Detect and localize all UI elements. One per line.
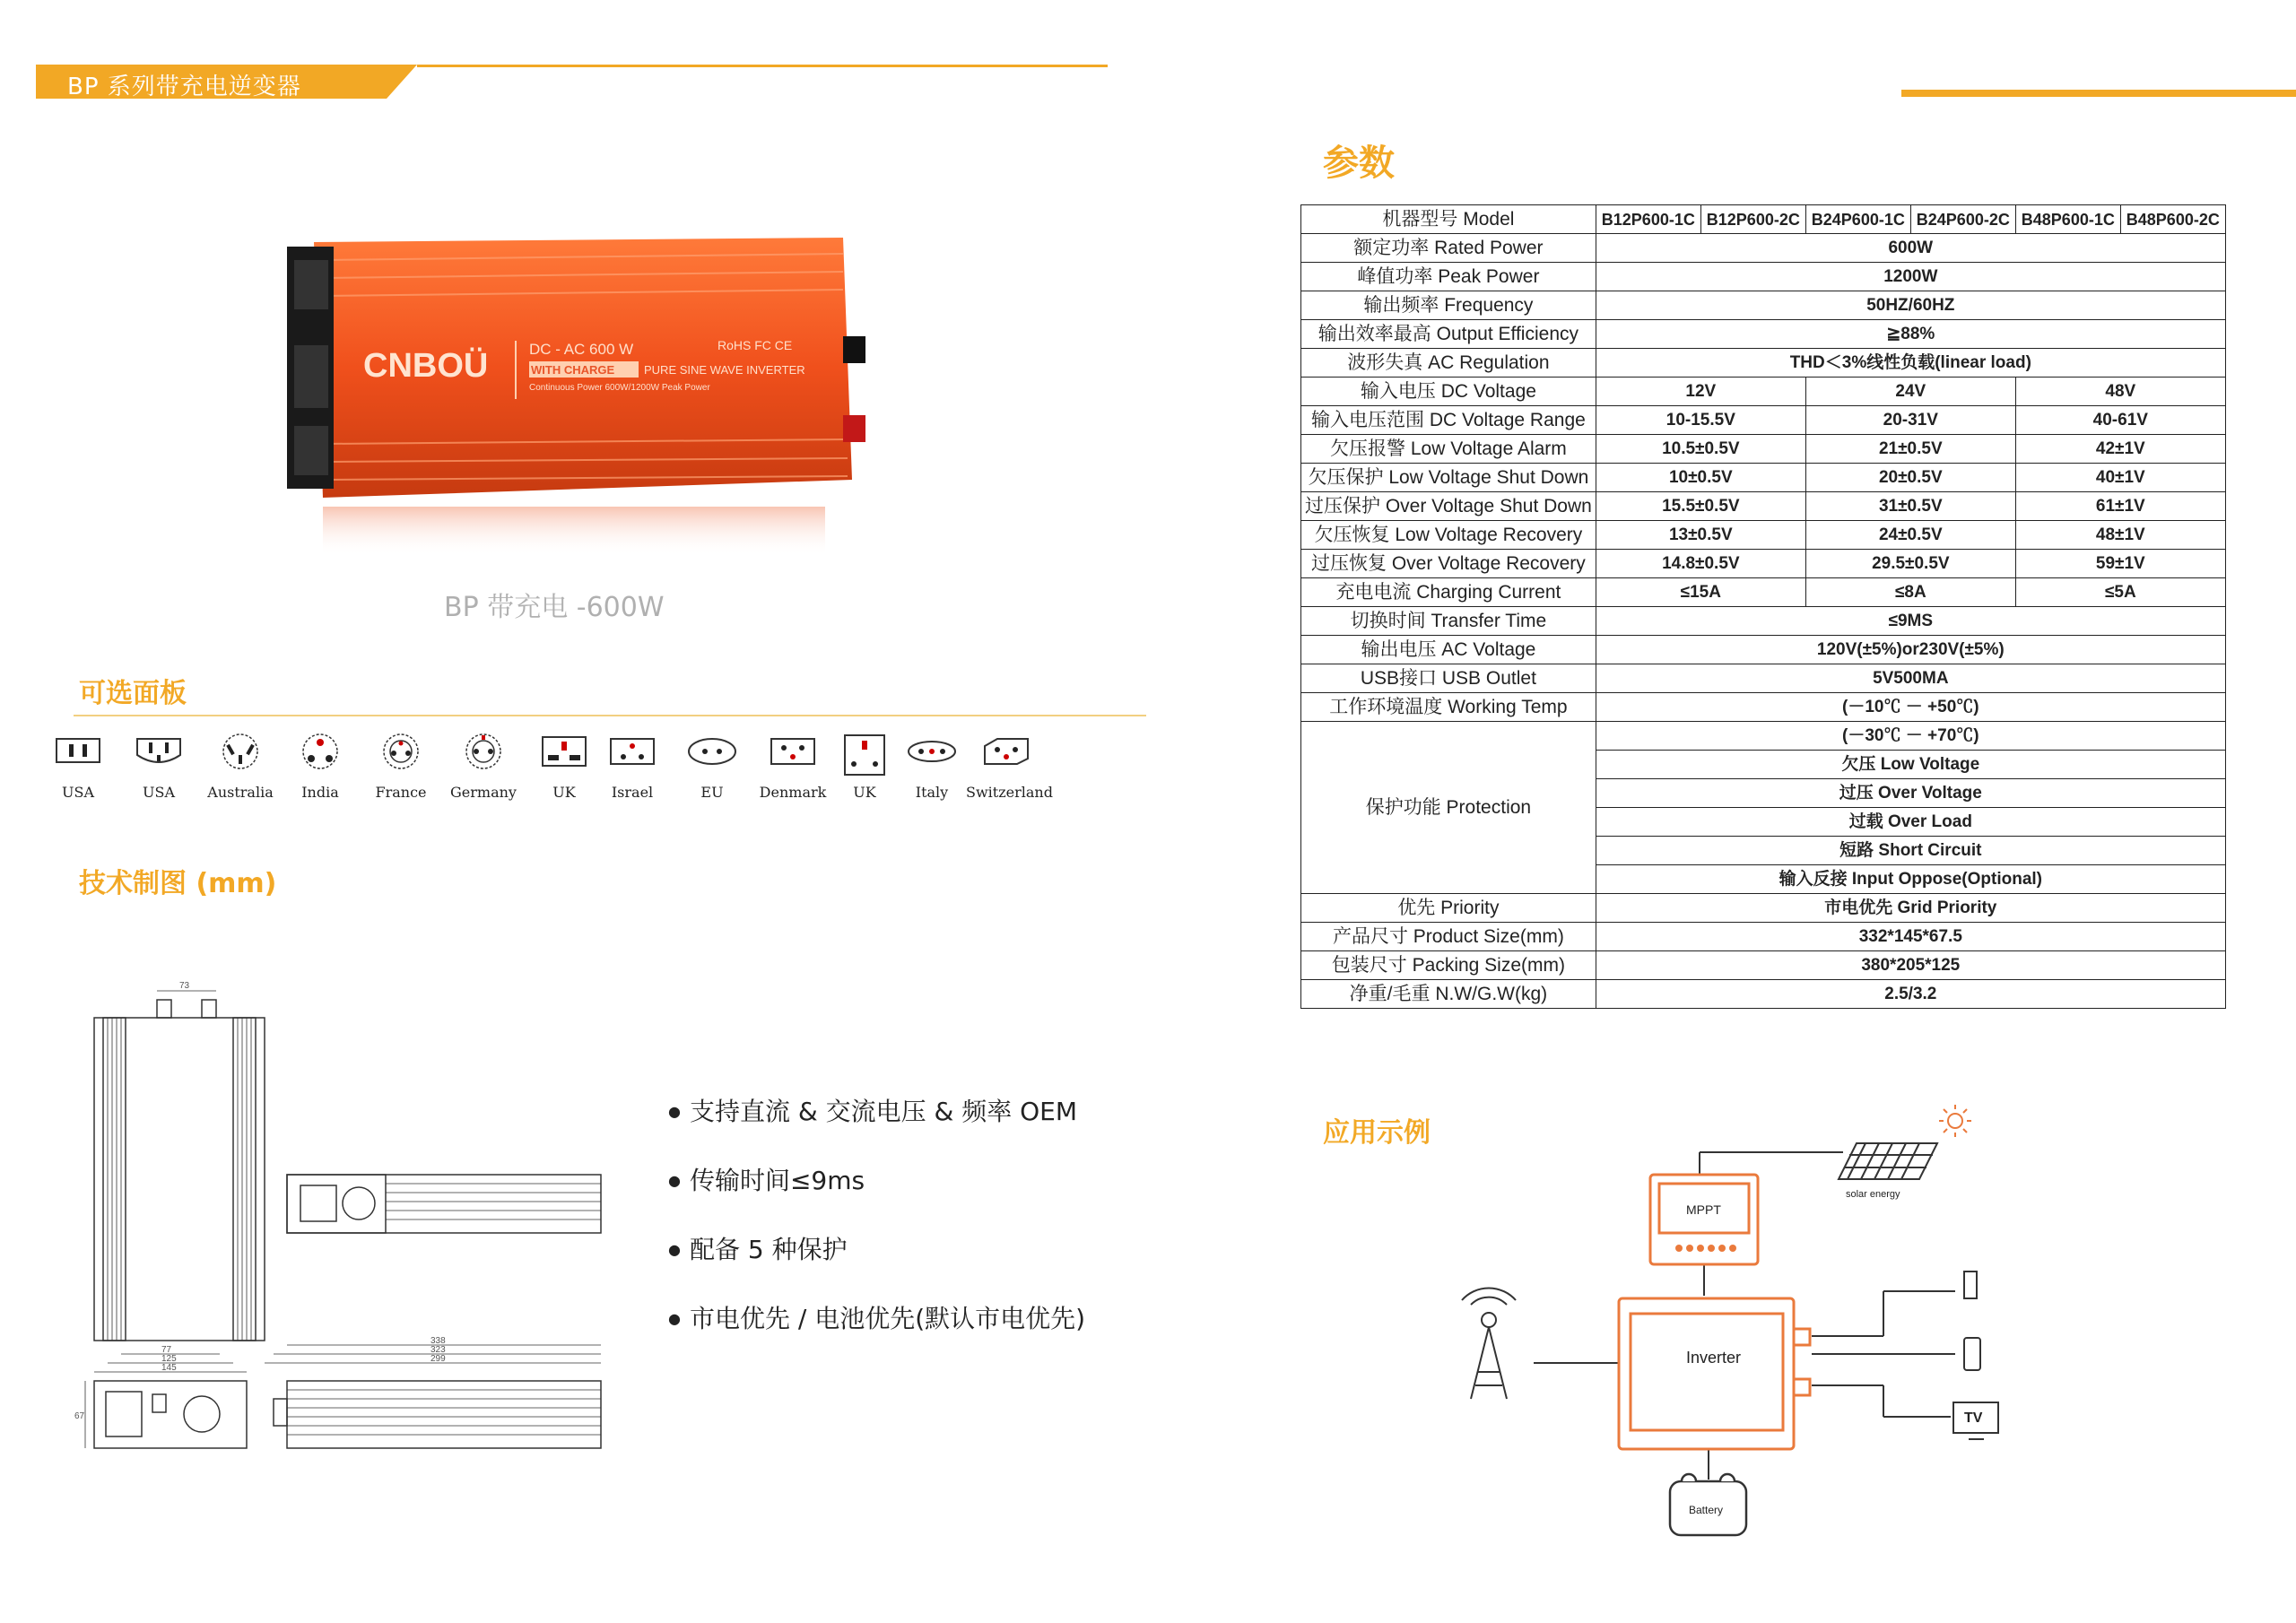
socket-label: Switzerland (966, 784, 1053, 801)
socket-france (361, 733, 441, 801)
socket-usa3-icon (134, 733, 184, 777)
spec-value: 市电优先 Grid Priority (1596, 894, 2225, 923)
spec-value: ≤5A (2015, 578, 2225, 607)
spec-row (1301, 578, 2226, 607)
spec-row (1301, 464, 2226, 492)
spec-value: 14.8±0.5V (1596, 550, 1805, 578)
spec-label: 输出电压 AC Voltage (1301, 636, 1596, 664)
spec-label: 欠压保护 Low Voltage Shut Down (1301, 464, 1596, 492)
socket-swiss-icon (981, 733, 1031, 777)
spec-label: 输入电压 DC Voltage (1301, 378, 1596, 406)
spec-label: 净重/毛重 N.W/G.W(kg) (1301, 980, 1596, 1009)
product-charge-text: WITH CHARGE (531, 363, 615, 377)
dim-front-h: 67 (74, 1411, 85, 1421)
dim-front-w2: 125 (161, 1354, 177, 1364)
header-title: BP 系列带充电逆变器 (67, 74, 301, 100)
spec-value: 24V (1805, 378, 2015, 406)
product-model-text: DC - AC 600 W (529, 341, 634, 358)
socket-label: USA (62, 784, 94, 801)
socket-label: UK (853, 784, 876, 801)
spec-row (1301, 291, 2226, 320)
spec-value: 13±0.5V (1596, 521, 1805, 550)
spec-value: 15.5±0.5V (1596, 492, 1805, 521)
spec-value: 48V (2015, 378, 2225, 406)
spec-label: 欠压恢复 Low Voltage Recovery (1301, 521, 1596, 550)
spec-row (1301, 378, 2226, 406)
socket-israel (592, 733, 673, 801)
inverter-label: Inverter (1686, 1349, 1742, 1367)
spec-model: B48P600-2C (2120, 205, 2225, 234)
dim-front-w3: 145 (161, 1363, 177, 1373)
spec-value: 过载 Over Load (1596, 808, 2225, 837)
spec-row (1301, 722, 2226, 751)
socket-denmark (752, 733, 833, 801)
spec-label: 额定功率 Rated Power (1301, 234, 1596, 263)
feature-item: ● 传输时间≤9ms (668, 1161, 865, 1197)
spec-value: 24±0.5V (1805, 521, 2015, 550)
socket-italy-icon (907, 733, 957, 777)
dim-top-width: 73 (179, 981, 190, 991)
spec-row (1301, 664, 2226, 693)
socket-label: Denmark (759, 784, 827, 801)
spec-value: 过压 Over Voltage (1596, 779, 2225, 808)
spec-value: 1200W (1596, 263, 2225, 291)
spec-value: 5V500MA (1596, 664, 2225, 693)
product-brand-text: CNBOÜ (363, 347, 489, 385)
spec-row (1301, 521, 2226, 550)
section-title-panel: 可选面板 (79, 678, 187, 709)
spec-value: 61±1V (2015, 492, 2225, 521)
dim-front-w1: 77 (161, 1345, 172, 1355)
socket-india (280, 733, 361, 801)
spec-label: 过压恢复 Over Voltage Recovery (1301, 550, 1596, 578)
socket-label: EU (700, 784, 724, 801)
spec-row (1301, 234, 2226, 263)
socket-uk2-icon (839, 733, 890, 777)
product-type-text: PURE SINE WAVE INVERTER (644, 363, 805, 377)
socket-eu (672, 733, 752, 801)
spec-value: (－30℃ － +70℃) (1596, 722, 2225, 751)
socket-label: France (375, 784, 427, 801)
feature-item: ● 市电优先 / 电池优先(默认市电优先) (668, 1299, 1085, 1335)
spec-label: 产品尺寸 Product Size(mm) (1301, 923, 1596, 951)
spec-row (1301, 406, 2226, 435)
spec-row (1301, 435, 2226, 464)
socket-france-icon (376, 733, 426, 777)
spec-value: ≤8A (1805, 578, 2015, 607)
spec-label: 充电电流 Charging Current (1301, 578, 1596, 607)
spec-value: 欠压 Low Voltage (1596, 751, 2225, 779)
socket-aus (200, 733, 281, 801)
spec-value: 50HZ/60HZ (1596, 291, 2225, 320)
spec-value: 332*145*67.5 (1596, 923, 2225, 951)
inverter-product-image (269, 211, 915, 560)
socket-label: Italy (915, 784, 949, 801)
spec-model: B24P600-1C (1805, 205, 1910, 234)
socket-label: India (301, 784, 339, 801)
socket-denmark-icon (768, 733, 818, 777)
spec-value: ≤15A (1596, 578, 1805, 607)
socket-label: Australia (207, 784, 274, 801)
socket-label: USA (143, 784, 175, 801)
header-rule-right (1901, 90, 2296, 97)
spec-row (1301, 320, 2226, 349)
mppt-label: MPPT (1686, 1202, 1721, 1217)
spec-value: ≧88% (1596, 320, 2225, 349)
product-cont-text: Continuous Power 600W/1200W Peak Power (529, 383, 710, 393)
spec-value: 20-31V (1805, 406, 2015, 435)
spec-label: 切换时间 Transfer Time (1301, 607, 1596, 636)
spec-value: 输入反接 Input Oppose(Optional) (1596, 865, 2225, 894)
spec-label: 波形失真 AC Regulation (1301, 349, 1596, 378)
spec-value: 10±0.5V (1596, 464, 1805, 492)
spec-label: 保护功能 Protection (1301, 722, 1596, 894)
spec-value: (－10℃ － +50℃) (1596, 693, 2225, 722)
socket-italy (891, 733, 972, 801)
spec-row (1301, 550, 2226, 578)
spec-value: 21±0.5V (1805, 435, 2015, 464)
spec-value: 59±1V (2015, 550, 2225, 578)
spec-label: 包装尺寸 Packing Size(mm) (1301, 951, 1596, 980)
spec-value: 31±0.5V (1805, 492, 2015, 521)
product-caption: BP 带充电 -600W (444, 592, 665, 623)
socket-label: UK (552, 784, 576, 801)
technical-drawing (72, 977, 628, 1462)
socket-aus-icon (215, 733, 265, 777)
spec-row (1301, 636, 2226, 664)
spec-value: 10-15.5V (1596, 406, 1805, 435)
spec-row (1301, 205, 2226, 234)
spec-table (1300, 204, 2226, 1009)
spec-row (1301, 951, 2226, 980)
socket-usa3 (118, 733, 199, 801)
spec-value: 2.5/3.2 (1596, 980, 2225, 1009)
spec-row (1301, 980, 2226, 1009)
spec-label: 输出频率 Frequency (1301, 291, 1596, 320)
socket-germany (443, 733, 524, 801)
feature-item: ● 支持直流 & 交流电压 & 频率 OEM (668, 1092, 1077, 1128)
spec-model: B12P600-2C (1700, 205, 1805, 234)
spec-value: 10.5±0.5V (1596, 435, 1805, 464)
product-cert-text: RoHS FC CE (718, 338, 793, 352)
application-diagram (1435, 1094, 2063, 1542)
spec-row (1301, 349, 2226, 378)
spec-row (1301, 693, 2226, 722)
spec-row (1301, 923, 2226, 951)
spec-value: 短路 Short Circuit (1596, 837, 2225, 865)
socket-germany-icon (458, 733, 509, 777)
section-title-application: 应用示例 (1323, 1117, 1431, 1149)
socket-eu-icon (687, 733, 737, 777)
socket-india-icon (295, 733, 345, 777)
spec-model: B48P600-1C (2015, 205, 2120, 234)
socket-label: Germany (450, 784, 517, 801)
spec-label: 优先 Priority (1301, 894, 1596, 923)
spec-row (1301, 607, 2226, 636)
spec-label: 过压保护 Over Voltage Shut Down (1301, 492, 1596, 521)
spec-value: 42±1V (2015, 435, 2225, 464)
feature-item: ● 配备 5 种保护 (668, 1230, 848, 1266)
section-title-params: 参数 (1323, 143, 1395, 184)
spec-value: 48±1V (2015, 521, 2225, 550)
socket-usa2 (38, 733, 118, 801)
socket-israel-icon (607, 733, 657, 777)
spec-value: 12V (1596, 378, 1805, 406)
spec-label: 欠压报警 Low Voltage Alarm (1301, 435, 1596, 464)
panel-divider (74, 715, 1146, 716)
tv-label: TV (1964, 1410, 1983, 1426)
spec-value: THD＜3%线性负载(linear load) (1596, 349, 2225, 378)
socket-uk-icon (539, 733, 589, 777)
spec-value: 120V(±5%)or230V(±5%) (1596, 636, 2225, 664)
spec-value: 40-61V (2015, 406, 2225, 435)
spec-value: 20±0.5V (1805, 464, 2015, 492)
spec-value: 40±1V (2015, 464, 2225, 492)
battery-label: Battery (1689, 1504, 1724, 1516)
dim-side-l2: 323 (430, 1345, 446, 1355)
socket-label: Israel (611, 784, 654, 801)
spec-label: 工作环境温度 Working Temp (1301, 693, 1596, 722)
spec-model: B24P600-2C (1910, 205, 2015, 234)
spec-label: USB接口 USB Outlet (1301, 664, 1596, 693)
spec-label: 输出效率最高 Output Efficiency (1301, 320, 1596, 349)
spec-value: ≤9MS (1596, 607, 2225, 636)
spec-label: 机器型号 Model (1301, 205, 1596, 234)
dim-side-l1: 338 (430, 1336, 446, 1346)
socket-swiss (966, 733, 1053, 801)
spec-model: B12P600-1C (1596, 205, 1700, 234)
spec-label: 输入电压范围 DC Voltage Range (1301, 406, 1596, 435)
solar-label: solar energy (1846, 1189, 1900, 1200)
socket-usa2-icon (53, 733, 103, 777)
spec-row (1301, 263, 2226, 291)
section-title-drawing: 技术制图 (mm) (79, 868, 277, 899)
dim-side-l3: 299 (430, 1354, 446, 1364)
spec-value: 380*205*125 (1596, 951, 2225, 980)
header-rule-left (417, 65, 1108, 67)
spec-label: 峰值功率 Peak Power (1301, 263, 1596, 291)
spec-row (1301, 894, 2226, 923)
spec-value: 600W (1596, 234, 2225, 263)
spec-row (1301, 492, 2226, 521)
spec-value: 29.5±0.5V (1805, 550, 2015, 578)
